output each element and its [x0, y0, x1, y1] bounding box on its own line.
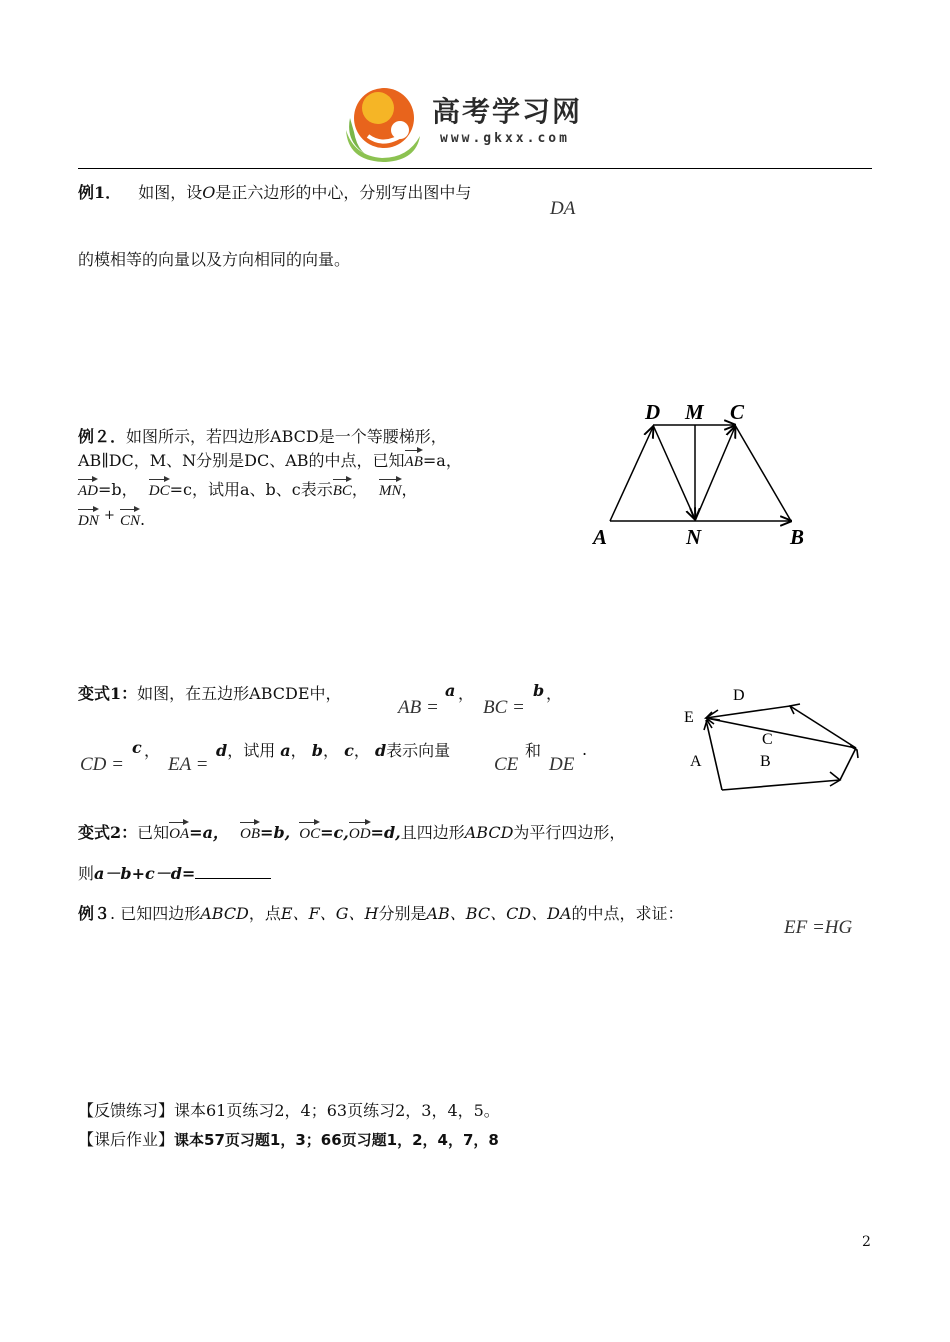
example-1-text-2: 是正六边形的中心，分别写出图中与	[215, 183, 472, 202]
vector-cn: CN	[120, 507, 140, 529]
text-represent: 表示向量	[386, 741, 451, 760]
pent-label-e: E	[684, 709, 694, 726]
header-divider	[78, 168, 872, 169]
var-b: b	[533, 681, 545, 700]
vector-ab: AB	[405, 448, 423, 470]
eq-a: =a，	[422, 451, 462, 470]
eq-ea: EA =	[168, 754, 209, 775]
var-abcd: ABCD	[200, 904, 249, 923]
vector-oa: OA	[169, 820, 189, 842]
comma: ，	[353, 741, 370, 760]
var-d: d	[374, 741, 387, 760]
eq-a: =a，	[189, 823, 229, 842]
homework-label: 【课后作业】	[78, 1130, 175, 1149]
eq-c: =c,	[320, 823, 349, 842]
text-try: ，试用	[227, 741, 276, 760]
eq-b: =b,	[260, 823, 291, 842]
var-c: c	[132, 738, 142, 757]
example-2-text: 如图所示，若四边形ABCD是一个等腰梯形，	[126, 427, 447, 446]
vector-mn: MN	[379, 477, 402, 499]
example-1-line2: 的模相等的向量以及方向相同的向量。	[78, 250, 351, 269]
example-3-text-3: 分别是	[378, 904, 427, 923]
pentagon-figure	[680, 680, 870, 800]
example-2-line4	[78, 507, 145, 529]
label-a: A	[593, 525, 608, 549]
example-3-label: 例３	[78, 904, 111, 923]
trap-edge-nc	[695, 427, 735, 521]
period: .	[582, 740, 588, 759]
var-b: b	[311, 741, 323, 760]
page-number: 2	[862, 1234, 871, 1250]
text-and: 和	[525, 741, 542, 760]
comma: ，	[458, 684, 475, 703]
variant-2-line1	[78, 820, 625, 843]
pent-edge-bc	[840, 748, 856, 780]
pent-label-c: C	[762, 731, 773, 748]
example-2-line2	[78, 448, 462, 471]
eq-d: =d,	[370, 823, 401, 842]
vector-ce: CE	[494, 754, 519, 775]
site-logo	[338, 78, 428, 166]
example-3-text-2: ，点	[248, 904, 281, 923]
trap-edge-cb	[735, 425, 791, 521]
var-d: d	[216, 741, 228, 760]
vector-oc: OC	[299, 820, 320, 842]
plus-sign: +	[103, 508, 115, 523]
pent-edge-de	[706, 706, 790, 718]
vector-da: DA	[550, 198, 576, 219]
trapezoid-figure	[585, 395, 825, 555]
comma: ，	[322, 741, 339, 760]
var-c: c	[344, 741, 354, 760]
label-d: D	[645, 400, 661, 424]
vector-bc: BC	[333, 477, 352, 499]
example-3-text: . 已知四边形	[110, 904, 201, 923]
vector-dn: DN	[78, 507, 99, 529]
pent-edge-ab	[722, 780, 840, 790]
example-3	[78, 901, 684, 924]
trap-edge-dn	[653, 425, 695, 519]
eq-b: =b，	[98, 480, 138, 499]
var-abcd: ABCD	[464, 823, 514, 842]
eq-ef-hg: EF =HG	[784, 917, 853, 938]
vector-dc: DC	[149, 477, 170, 499]
text-quad: 且四边形	[400, 823, 465, 842]
variant-2-label: 变式2：	[78, 823, 138, 842]
variant-1-label: 变式1：	[78, 684, 138, 703]
variant-1-line2	[216, 738, 450, 761]
var-o: O	[202, 183, 216, 202]
example-2-text-2: AB∥DC，M、N分别是DC、AB的中点，已知	[78, 451, 405, 470]
example-2-line3	[78, 477, 418, 500]
comma: ，	[401, 480, 418, 499]
example-2-label: 例２．	[78, 427, 127, 446]
text-then: 则	[78, 864, 95, 883]
comma: ，	[546, 684, 563, 703]
eq-c: =c，试用a、b、c表示	[169, 480, 333, 499]
label-c: C	[730, 400, 745, 424]
example-3-text-4: 的中点，求证：	[571, 904, 684, 923]
vector-ad: AD	[78, 477, 98, 499]
comma: ，	[290, 741, 307, 760]
expression: a－b+c－d=	[94, 864, 196, 883]
text-known: 已知	[137, 823, 170, 842]
pent-edge-ae	[706, 720, 722, 790]
eq-bc: BC =	[483, 697, 525, 718]
vector-de: DE	[549, 754, 575, 775]
site-url: www.gkxx.com	[440, 131, 570, 146]
site-title: 高考学习网	[432, 95, 583, 128]
pent-label-b: B	[760, 753, 771, 770]
trap-edge-ad	[610, 427, 653, 521]
var-efgh: E、F、G、H	[280, 904, 379, 923]
var-sides: AB、BC、CD、DA	[426, 904, 572, 923]
eq-cd: CD =	[80, 754, 124, 775]
period: .	[139, 510, 146, 529]
feedback-practice: 【反馈练习】课本61页练习2，4；63页练习2，3，4，5。	[78, 1101, 500, 1120]
text-parallelogram: 为平行四边形，	[513, 823, 626, 842]
comma: ，	[351, 480, 368, 499]
var-a: a	[280, 741, 291, 760]
label-m: M	[685, 400, 704, 424]
variant-1-line1	[78, 681, 342, 704]
variant-1-text: 如图，在五边形ABCDE中，	[137, 684, 342, 703]
pent-label-a: A	[690, 753, 702, 770]
comma: ，	[144, 741, 161, 760]
eq-ab: AB =	[398, 697, 439, 718]
var-a: a	[445, 681, 456, 700]
homework-text: 课本57页习题1，3；66页习题1，2，4，7，8	[174, 1131, 499, 1149]
pent-label-d: D	[733, 687, 745, 704]
example-1	[78, 180, 471, 203]
label-n: N	[686, 525, 702, 549]
example-1-label: 例1．	[78, 183, 122, 202]
arrow-head-b	[830, 772, 840, 786]
vector-od: OD	[349, 820, 371, 842]
label-b: B	[790, 525, 805, 549]
example-2-line1	[78, 424, 447, 447]
homework	[78, 1127, 499, 1150]
variant-2-line2	[78, 861, 271, 884]
logo-emblem-icon	[338, 78, 428, 166]
vector-ob: OB	[240, 820, 260, 842]
example-1-text: 如图，设	[138, 183, 203, 202]
answer-blank	[195, 878, 271, 879]
